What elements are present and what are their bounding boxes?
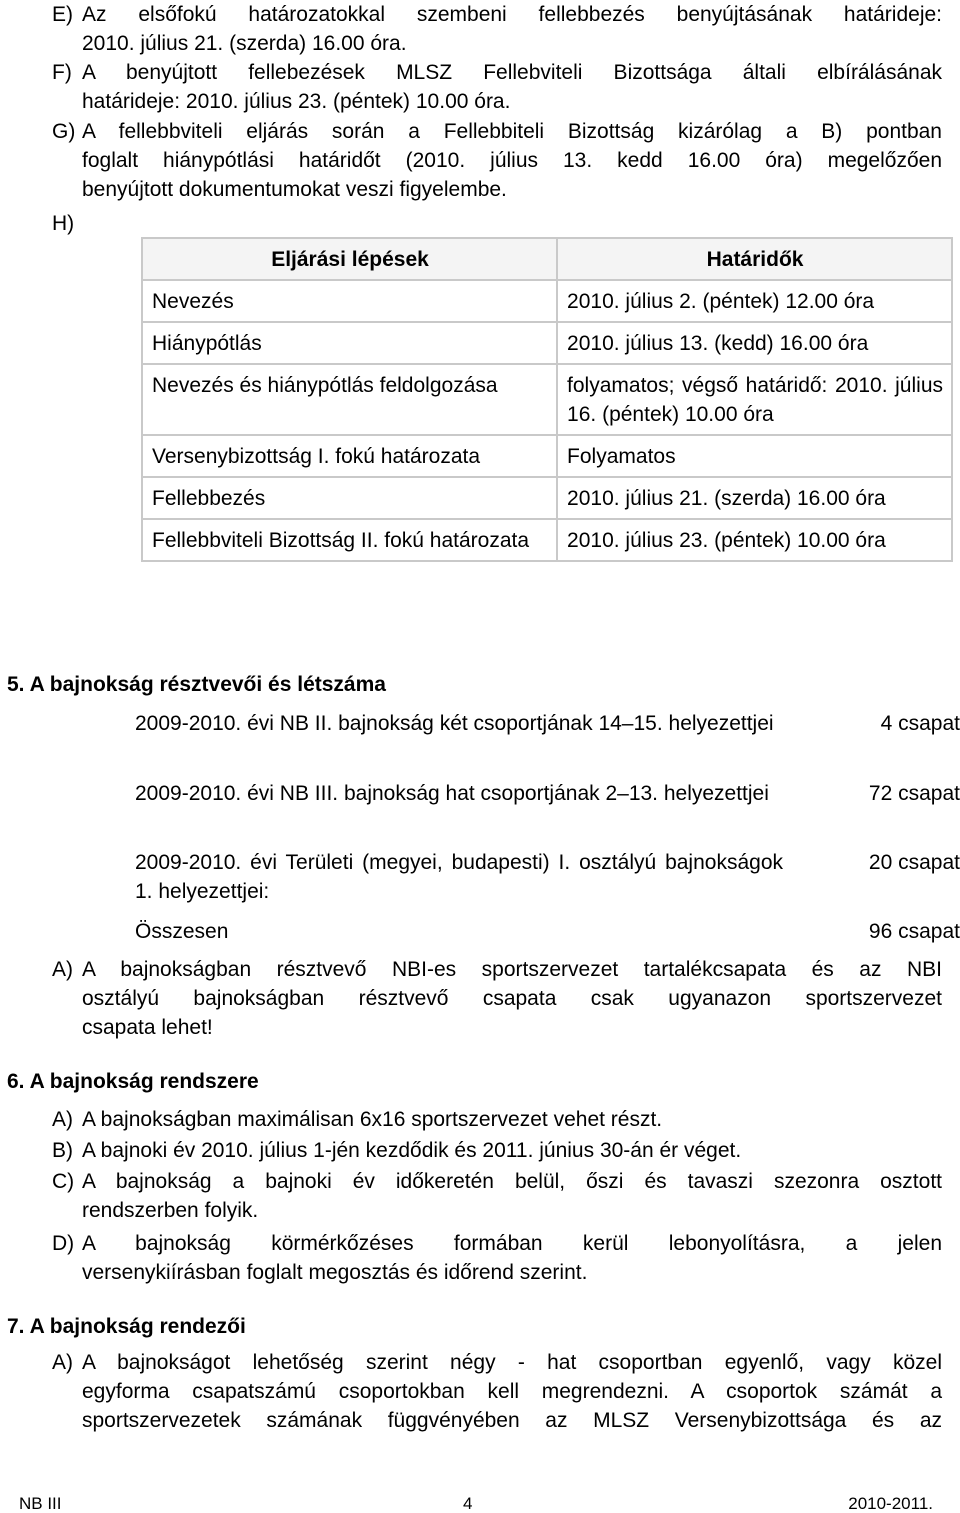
table-header-row: [142, 238, 952, 280]
item-line: A bajnokságban maximálisan 6x16 sportszervezet vehet részt.: [82, 1108, 663, 1131]
item-h-label: H): [52, 212, 75, 235]
item-line: egyforma csapatszámú csoportokban kell megrendezni. A csoportok számát a: [82, 1380, 942, 1403]
deadline-cell: Folyamatos: [557, 435, 952, 477]
step-cell: Nevezés és hiánypótlás feldolgozása: [142, 364, 557, 435]
header-steps: Eljárási lépések: [142, 238, 557, 280]
item-line: A fellebbviteli eljárás során a Fellebbiteli Bizottság kizárólag a B) pontban: [82, 120, 942, 143]
item-line: 2010. július 21. (szerda) 16.00 óra.: [82, 32, 407, 55]
step-cell: Nevezés: [142, 280, 557, 322]
item-line: csapata lehet!: [82, 1016, 213, 1039]
item-label: A): [52, 1108, 73, 1131]
item-label: D): [52, 1232, 75, 1255]
item-label: A): [52, 958, 73, 981]
item-label: E): [52, 3, 73, 26]
item-label: G): [52, 120, 76, 143]
step-cell: Hiánypótlás: [142, 322, 557, 364]
table-row: [142, 322, 952, 364]
deadline-cell: 2010. július 13. (kedd) 16.00 óra: [557, 322, 952, 364]
item-line: A bajnokságot lehetőség szerint négy - hat csoportban egyenlő, vagy közel: [82, 1351, 942, 1374]
item-line: rendszerben folyik.: [82, 1199, 259, 1222]
table-row: [142, 364, 952, 435]
footer-left: NB III: [19, 1494, 62, 1513]
count-value: 4 csapat: [880, 712, 960, 735]
step-cell: Fellebbezés: [142, 477, 557, 519]
item-line: benyújtott dokumentumokat veszi figyelembe.: [82, 178, 507, 201]
item-line: A bajnokság a bajnoki év időkeretén belül, őszi és tavaszi szezonra osztott: [82, 1170, 942, 1193]
page-number: 4: [463, 1494, 473, 1513]
section-6-title: 6. A bajnokság rendszere: [7, 1070, 259, 1093]
section-7-title: 7. A bajnokság rendezői: [7, 1315, 246, 1338]
item-line: A bajnokság körmérkőzéses formában kerül lebonyolításra, a jelen: [82, 1232, 942, 1255]
item-line: határideje: 2010. július 23. (péntek) 10.00 óra.: [82, 90, 511, 113]
item-label: A): [52, 1351, 73, 1374]
deadlines-table: [141, 237, 953, 562]
count-description: 2009-2010. évi NB III. bajnokság hat csoportjának 2–13. helyezettjei: [135, 782, 769, 805]
header-deadlines: Határidők: [557, 238, 952, 280]
step-cell: Versenybizottság I. fokú határozata: [142, 435, 557, 477]
table-row: [142, 519, 952, 561]
item-label: C): [52, 1170, 75, 1193]
count-value: 20 csapat: [868, 851, 960, 874]
item-line: versenykiírásban foglalt megosztás és időrend szerint.: [82, 1261, 588, 1284]
count-description: 2009-2010. évi NB II. bajnokság két csoportjának 14–15. helyezettjei: [135, 712, 774, 735]
deadline-cell: 2010. július 21. (szerda) 16.00 óra: [557, 477, 952, 519]
table-row: [142, 280, 952, 322]
total-label: Összesen: [135, 920, 229, 943]
item-line: A bajnoki év 2010. július 1-jén kezdődik és 2011. június 30-án ér véget.: [82, 1139, 742, 1162]
deadline-cell: folyamatos; végső határidő: 2010. július 16. (péntek) 10.00 óra: [557, 364, 952, 435]
count-description: 2009-2010. évi Területi (megyei, budapesti) I. osztályú bajnokságok 1. helyezettjei:: [135, 851, 783, 903]
count-value: 72 csapat: [868, 782, 960, 805]
deadline-cell: 2010. július 2. (péntek) 12.00 óra: [557, 280, 952, 322]
item-line: osztályú bajnokságban résztvevő csapata csak ugyanazon sportszervezet: [82, 987, 942, 1010]
item-label: F): [52, 61, 72, 84]
section-5-title: 5. A bajnokság résztvevői és létszáma: [7, 673, 386, 696]
item-line: A bajnokságban résztvevő NBI-es sportszervezet tartalékcsapata és az NBI: [82, 958, 942, 981]
item-line: foglalt hiánypótlási határidőt (2010. július 13. kedd 16.00 óra) megelőzően: [82, 149, 942, 172]
table-row: [142, 435, 952, 477]
table-row: [142, 477, 952, 519]
item-label: B): [52, 1139, 73, 1162]
item-line: Az elsőfokú határozatokkal szembeni fellebbezés benyújtásának határideje:: [82, 3, 942, 26]
total-value: 96 csapat: [868, 920, 960, 943]
deadline-cell: 2010. július 23. (péntek) 10.00 óra: [557, 519, 952, 561]
step-cell: Fellebbviteli Bizottság II. fokú határozata: [142, 519, 557, 561]
item-line: sportszervezetek számának függvényében az MLSZ Versenybizottsága és az: [82, 1409, 942, 1432]
item-line: A benyújtott fellebezések MLSZ Fellebviteli Bizottsága általi elbírálásának: [82, 61, 942, 84]
footer-right: 2010-2011.: [848, 1494, 933, 1513]
